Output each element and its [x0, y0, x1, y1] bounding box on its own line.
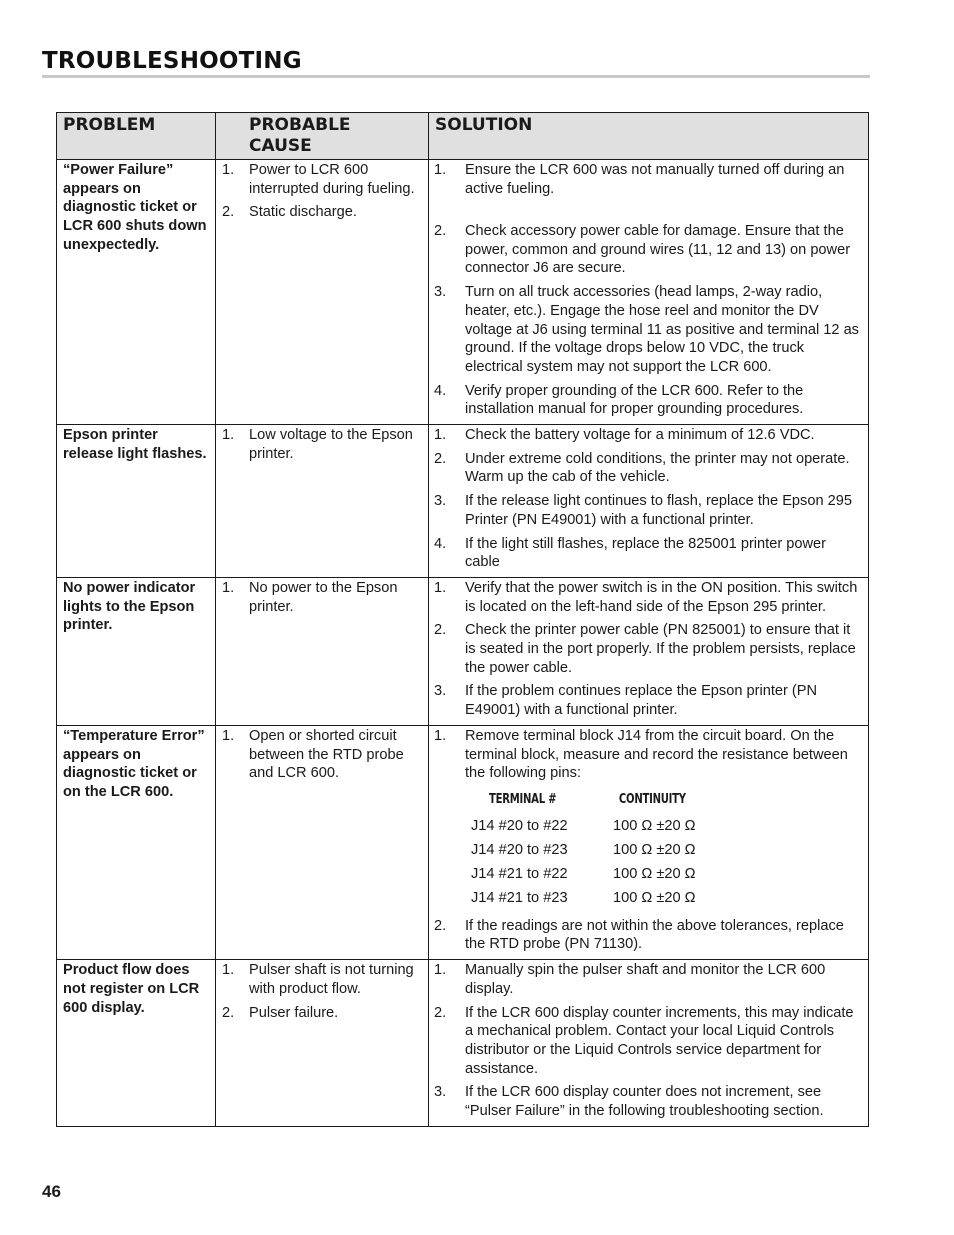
list-item: [434, 682, 860, 719]
solution-cell: [429, 160, 869, 425]
list-item: [434, 283, 860, 377]
page-number: 46: [42, 1182, 61, 1201]
item-number: 2.: [434, 917, 447, 934]
problem-cell: “Power Failure” appears on diagnostic ticket or LCR 600 shuts down unexpectedly.: [57, 160, 216, 425]
table-row: [57, 960, 869, 1127]
item-number: 3.: [434, 493, 447, 510]
list-item: [434, 222, 860, 278]
list-item: [434, 535, 860, 572]
list-item: [434, 161, 860, 217]
resistance-row: [471, 815, 860, 839]
continuity-value: 100 Ω ±20 Ω: [613, 866, 696, 883]
item-number: 2.: [434, 223, 447, 239]
resistance-row: [471, 863, 860, 887]
continuity-value: 100 Ω ±20 Ω: [613, 818, 696, 835]
item-text: If the light still flashes, replace the 825001 printer power cable: [465, 535, 826, 571]
terminal-value: J14 #21 to #23: [471, 890, 568, 907]
item-text: Check accessory power cable for damage. Ensure that the power, common and ground wires (11, 12 and 13) on power connector J6 are secure.: [465, 223, 851, 277]
item-text: No power to the Epson printer.: [249, 579, 398, 615]
solution-list: [434, 961, 860, 1121]
item-text: Static discharge.: [249, 204, 357, 221]
list-item: [434, 727, 860, 783]
item-number: 1.: [434, 727, 447, 744]
item-number: 3.: [434, 1084, 447, 1101]
item-text: Power to LCR 600 interrupted during fueling.: [249, 162, 415, 197]
list-item: [434, 961, 860, 998]
item-number: 1.: [434, 579, 447, 596]
solution-cell: [429, 725, 869, 959]
item-text: If the readings are not within the above tolerances, replace the RTD probe (PN 71130).: [465, 917, 844, 953]
item-text: Open or shorted circuit between the RTD probe and LCR 600.: [249, 727, 404, 782]
cause-cell: [216, 160, 429, 425]
item-number: 2.: [222, 204, 235, 221]
item-text: Pulser shaft is not turning with product flow.: [249, 962, 414, 997]
resistance-row: [471, 839, 860, 863]
item-text: If the problem continues replace the Epson printer (PN E49001) with a functional printer.: [465, 683, 818, 719]
list-item: [222, 1004, 422, 1023]
header-solution: SOLUTION: [429, 113, 869, 160]
list-item: [434, 579, 860, 616]
table-row: [57, 160, 869, 425]
item-text: Turn on all truck accessories (head lamps, 2-way radio, heater, etc.). Engage the hose reel and monitor the DV voltage at J6 using terminal 11 as positive and terminal 12 as ground. If the voltage drops below 10 VDC, the truck electrical system may not support the LCR 600.: [465, 284, 859, 375]
table-header-row: [57, 113, 869, 160]
item-number: 4.: [434, 382, 447, 399]
cause-list: [222, 961, 422, 1022]
problem-cell: No power indicator lights to the Epson printer.: [57, 577, 216, 725]
solution-list: [434, 426, 860, 572]
item-text: Pulser failure.: [249, 1004, 339, 1021]
item-number: 1.: [222, 427, 235, 444]
item-text: If the LCR 600 display counter increments, this may indicate a mechanical problem. Contact your local Liquid Controls distributor or the Liquid Controls service department for assistance.: [465, 1004, 854, 1077]
item-number: 3.: [434, 284, 447, 301]
problem-cell: “Temperature Error” appears on diagnostic ticket or on the LCR 600.: [57, 725, 216, 959]
item-number: 1.: [222, 962, 235, 979]
item-text: Check the battery voltage for a minimum of 12.6 VDC.: [465, 427, 815, 444]
item-number: 1.: [222, 727, 235, 744]
list-item: [222, 426, 422, 463]
problem-cell: Product flow does not register on LCR 600 display.: [57, 960, 216, 1127]
terminal-header: TERMINAL #: [489, 791, 557, 807]
troubleshooting-table: [56, 112, 869, 1127]
list-item: [434, 917, 860, 954]
item-number: 2.: [222, 1004, 235, 1021]
item-number: 1.: [434, 962, 447, 979]
table-row: [57, 577, 869, 725]
list-item: [222, 579, 422, 616]
header-probable-cause: [216, 113, 429, 160]
list-item: [434, 426, 860, 445]
item-text: If the LCR 600 display counter does not increment, see “Pulser Failure” in the following troubleshooting section.: [465, 1084, 824, 1120]
item-number: 2.: [434, 450, 447, 467]
header-cause-line2: CAUSE: [249, 136, 312, 156]
cause-list: [222, 426, 422, 463]
resistance-table-header: [471, 791, 806, 810]
solution-list-continued: [434, 917, 860, 954]
list-item: [434, 450, 860, 487]
cause-cell: [216, 425, 429, 578]
list-item: [434, 382, 860, 419]
solution-list: [434, 727, 860, 783]
list-item: [434, 492, 860, 529]
continuity-header: CONTINUITY: [618, 791, 686, 807]
continuity-value: 100 Ω ±20 Ω: [613, 842, 696, 859]
list-item: [434, 1083, 860, 1120]
item-number: 3.: [434, 683, 447, 700]
header-problem: PROBLEM: [57, 113, 216, 160]
header-cause-line1: PROBABLE: [249, 115, 351, 135]
item-text: Verify that the power switch is in the ON position. This switch is located on the left-hand side of the Epson 295 printer.: [465, 579, 858, 615]
item-number: 1.: [222, 162, 235, 178]
solution-cell: [429, 960, 869, 1127]
title-divider: [42, 75, 870, 78]
item-text: Ensure the LCR 600 was not manually turned off during an active fueling.: [465, 162, 845, 197]
item-number: 1.: [222, 579, 235, 596]
item-number: 2.: [434, 622, 447, 639]
list-item: [222, 161, 422, 198]
item-text: Check the printer power cable (PN 825001) to ensure that it is seated in the port properly. If the problem persists, replace the power cable.: [465, 622, 856, 676]
cause-cell: [216, 725, 429, 959]
cause-list: [222, 579, 422, 616]
item-number: 4.: [434, 535, 447, 552]
table-row: [57, 725, 869, 959]
resistance-row: [471, 887, 860, 911]
terminal-value: J14 #20 to #23: [471, 842, 568, 859]
solution-cell: [429, 425, 869, 578]
cause-list: [222, 161, 422, 222]
list-item: [434, 1004, 860, 1079]
list-item: [222, 203, 422, 222]
resistance-table: [471, 791, 860, 911]
cause-cell: [216, 577, 429, 725]
terminal-value: J14 #20 to #22: [471, 818, 568, 835]
list-item: [222, 961, 422, 998]
cause-cell: [216, 960, 429, 1127]
item-text: Manually spin the pulser shaft and monitor the LCR 600 display.: [465, 962, 826, 997]
item-number: 2.: [434, 1004, 447, 1021]
solution-list: [434, 161, 860, 419]
item-text: Remove terminal block J14 from the circuit board. On the terminal block, measure and record the resistance between the following pins:: [465, 727, 848, 782]
table-row: [57, 425, 869, 578]
item-text: Low voltage to the Epson printer.: [249, 427, 413, 462]
list-item: [434, 621, 860, 677]
solution-list: [434, 579, 860, 720]
page-title: TROUBLESHOOTING: [42, 48, 302, 74]
continuity-value: 100 Ω ±20 Ω: [613, 890, 696, 907]
cause-list: [222, 727, 422, 783]
list-item: [222, 727, 422, 783]
item-number: 1.: [434, 427, 447, 444]
problem-cell: Epson printer release light flashes.: [57, 425, 216, 578]
item-number: 1.: [434, 162, 447, 178]
item-text: If the release light continues to flash, replace the Epson 295 Printer (PN E49001) with a functional printer.: [465, 493, 852, 528]
solution-cell: [429, 577, 869, 725]
item-text: Under extreme cold conditions, the printer may not operate. Warm up the cab of the vehicle.: [465, 450, 850, 486]
terminal-value: J14 #21 to #22: [471, 866, 568, 883]
item-text: Verify proper grounding of the LCR 600. Refer to the installation manual for proper grounding procedures.: [465, 382, 804, 418]
